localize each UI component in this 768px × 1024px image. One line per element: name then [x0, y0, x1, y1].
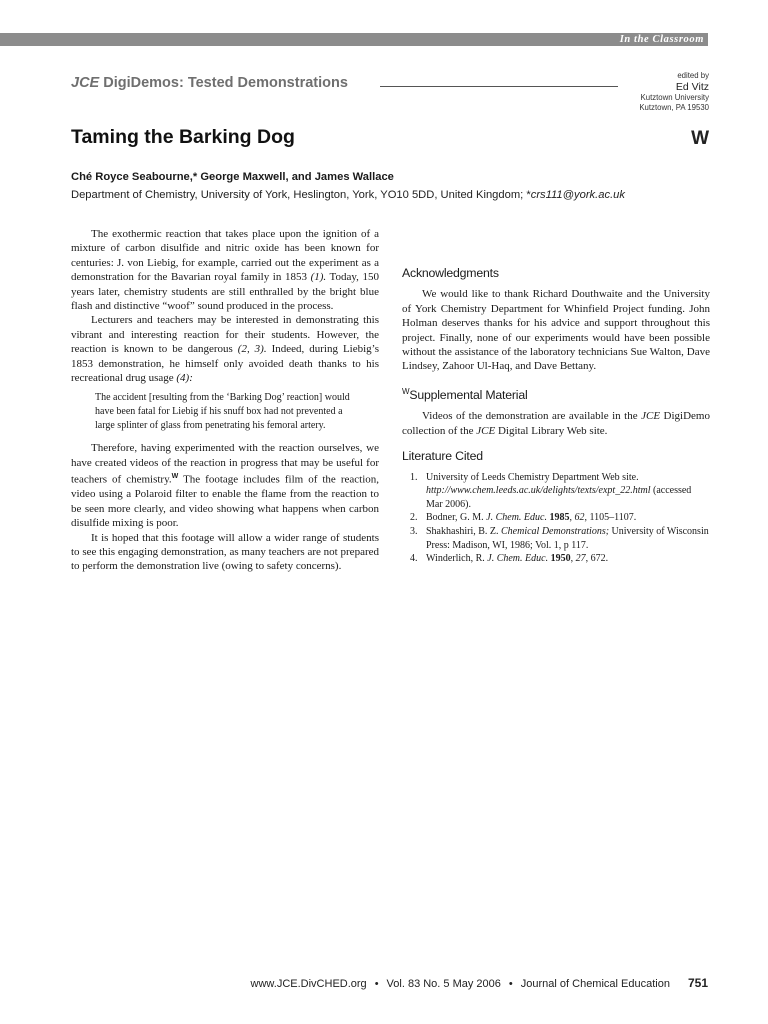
editor-name: Ed Vitz — [675, 81, 709, 93]
body-paragraph-1: The exothermic reaction that takes place upon the ignition of a mixture of carbon disulfide and nitric oxide has been known for centuries: J. von Liebig, for example, carried out the experiment as a demonstration for the Bavarian royal family in 1853 (1). Today, 150 years later, chemistry students are still enthralled by the bright blue flash and distinctive “woof” sound produced in the process. — [71, 228, 380, 313]
left-column — [71, 227, 379, 574]
reference-url-link[interactable]: http://www.chem.leeds.ac.uk/delights/texts/expt_22.html — [426, 485, 651, 497]
top-section-bar — [0, 33, 708, 46]
footer-site-link[interactable]: www.JCE.DivCHED.org — [250, 978, 367, 990]
editor-block — [639, 71, 709, 113]
footer-issue: Vol. 83 No. 5 May 2006 — [386, 978, 501, 990]
footer-journal: Journal of Chemical Education — [520, 978, 670, 990]
reference-list — [402, 471, 710, 566]
author-email-link[interactable]: crs111@york.ac.uk — [530, 189, 625, 201]
citation-2-3: (2, 3). — [237, 343, 267, 356]
web-supplement-mark: W — [402, 386, 410, 396]
acknowledgments-heading: Acknowledgments — [402, 266, 499, 280]
body-paragraph-2: Lecturers and teachers may be interested in demonstrating this vibrant and interesting reaction for their students. However, the reaction is known to be dangerous (2, 3). Indeed, during Liebig’s 1853 demonstration, he himself only avoided death thanks to his recreational drug usage (4): — [71, 314, 379, 385]
footer-bullet: • — [508, 978, 513, 990]
body-paragraph-4: It is hoped that this footage will allow a wider range of students to see this engaging demonstration, as many teachers are not prepared to perform the demonstration live (owing to safety concerns). — [71, 531, 379, 573]
edited-by-label: edited by — [677, 71, 709, 80]
literature-heading: Literature Cited — [402, 449, 483, 464]
supplemental-text: Videos of the demonstration are available in the JCE DigiDemo collection of the JCE Digital Library Web site. — [402, 410, 710, 437]
page-footer — [251, 976, 708, 990]
acknowledgments-text: We would like to thank Richard Douthwaite and the University of York Chemistry Department for Whinfield Project funding. John Holman deserves thanks for his advice and support throughout this project. Finally, none of our experiments would have been possible without the assistance of the laboratory technicians Sue Walton, Dave Lindsey, Zahoor Ul-Haq, and Dave Bettany. — [402, 288, 710, 373]
footer-bullet: • — [374, 978, 379, 990]
page-number: 751 — [687, 976, 708, 990]
reference-item: 3. Shakhashiri, B. Z. Chemical Demonstrations; University of Wisconsin Press: Madison, WI, 1986; Vol. 1, p 117. — [410, 525, 709, 551]
series-title — [71, 75, 348, 91]
article-title: Taming the Barking Dog — [71, 126, 295, 148]
web-supplement-icon: W — [691, 128, 708, 149]
affiliation — [71, 189, 625, 201]
body-paragraph-3: Therefore, having experimented with the reaction ourselves, we have created videos of the reaction in progress that may be useful for teachers of chemistry.$^W$ The footage includes film of the reaction, video using a Polaroid filter to enable the flame from the reaction to be seen more clearly, and video showing what happens when carbon disulfide mixing is poor. — [71, 442, 379, 530]
editor-institution: Kutztown University — [640, 93, 709, 102]
block-quote: The accident [resulting from the ‘Barking Dog’ reaction] would have been fatal for Liebig if his snuff box had not prevented a large splinter of glass from penetrating his femoral artery. — [95, 392, 350, 432]
reference-item: 4. Winderlich, R. J. Chem. Educ. 1950, 27, 672. — [410, 553, 609, 565]
editor-location: Kutztown, PA 19530 — [639, 103, 709, 112]
series-prefix: JCE — [71, 75, 100, 91]
right-column — [402, 227, 710, 566]
series-rule — [380, 86, 618, 87]
series-title-text: DigiDemos: Tested Demonstrations — [99, 75, 348, 91]
affiliation-text: Department of Chemistry, University of York, Heslington, York, YO10 5DD, United Kingdom; * — [71, 189, 531, 201]
citation-1: (1). — [310, 271, 327, 284]
citation-4: (4): — [176, 372, 193, 385]
reference-item: 2. Bodner, G. M. J. Chem. Educ. 1985, 62, 1105–1107. — [410, 512, 637, 524]
reference-item: 1. University of Leeds Chemistry Department Web site. http://www.chem.leeds.ac.uk/delights/texts/expt_22.html (accessed Mar 2006). — [410, 471, 692, 510]
web-supplement-mark: W — [171, 473, 179, 481]
authors: Ché Royce Seabourne,* George Maxwell, and James Wallace — [71, 171, 394, 183]
supplemental-heading: $^W$Supplemental Material — [402, 386, 528, 402]
section-label: In the Classroom — [612, 33, 704, 46]
